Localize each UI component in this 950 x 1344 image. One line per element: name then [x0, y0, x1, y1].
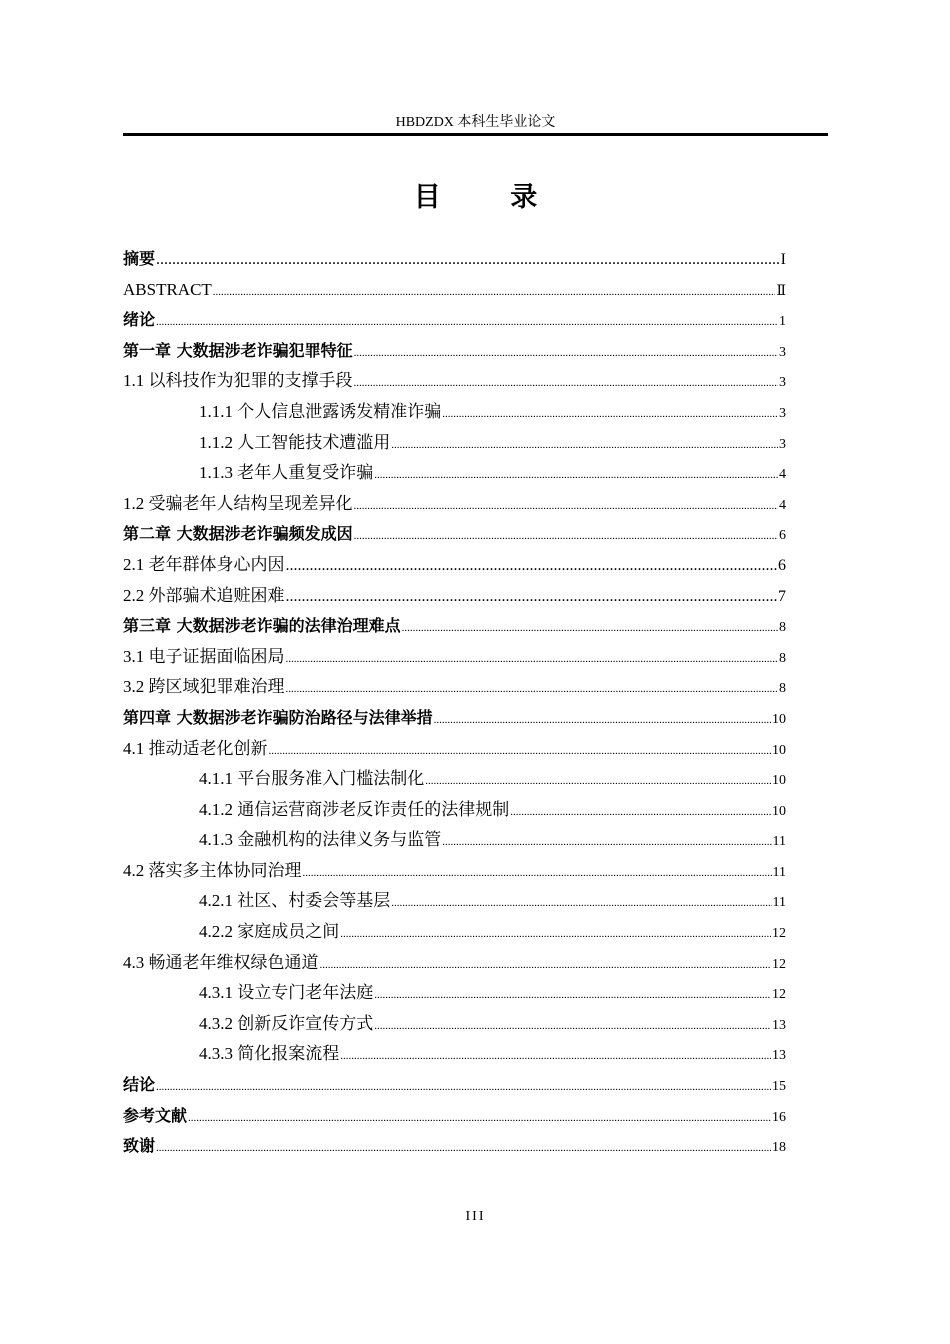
toc-entry-page: 4 [779, 467, 786, 483]
toc-entry[interactable] [123, 1131, 786, 1162]
toc-entry-page: 10 [772, 711, 786, 727]
toc-entry-page: I [780, 251, 786, 268]
toc-dot-leader [374, 1011, 771, 1040]
toc-entry-page: 8 [779, 681, 786, 697]
toc-dot-leader [286, 644, 779, 673]
toc-entry[interactable] [123, 825, 786, 856]
toc-entry[interactable] [123, 275, 786, 306]
toc-dot-leader [374, 980, 771, 1009]
toc-entry-page: 8 [779, 620, 786, 636]
toc-entry-page: 3 [779, 375, 786, 391]
toc-entry[interactable] [123, 244, 786, 275]
toc-entry[interactable] [123, 856, 786, 887]
toc-entry-page: 1 [779, 314, 786, 330]
toc-title: 目 录 [413, 182, 568, 213]
toc-dot-leader [391, 430, 778, 459]
toc-entry-page: 3 [779, 344, 786, 360]
toc-entry[interactable] [123, 1039, 786, 1070]
toc-entry[interactable] [123, 1101, 786, 1132]
toc-dot-leader [188, 1103, 771, 1132]
toc-entry-label: 1.1 以科技作为犯罪的支撑手段 [123, 371, 353, 391]
toc-entry-label: 1.2 受骗老年人结构呈现差异化 [123, 493, 353, 513]
table-of-contents [123, 244, 786, 1162]
toc-entry-label: 第一章 大数据涉老诈骗犯罪特征 [123, 340, 353, 360]
toc-dot-leader [340, 919, 771, 948]
toc-entry-label: 参考文献 [123, 1105, 188, 1125]
toc-entry-label: 4.1.2 通信运营商涉老反诈责任的法律规制 [199, 799, 510, 819]
toc-entry[interactable] [123, 672, 786, 703]
toc-entry[interactable] [123, 703, 786, 734]
toc-dot-leader [374, 460, 778, 489]
toc-entry-label: 1.1.3 老年人重复受诈骗 [199, 463, 374, 483]
toc-entry-label: 3.1 电子证据面临困局 [123, 646, 285, 666]
toc-entry[interactable] [123, 305, 786, 336]
toc-entry[interactable] [123, 519, 786, 550]
toc-dot-leader [434, 705, 771, 734]
running-header: HBDZDX 本科生毕业论文 [395, 115, 556, 130]
toc-dot-leader [286, 582, 778, 612]
toc-entry[interactable] [123, 948, 786, 979]
toc-dot-leader [354, 368, 779, 397]
toc-dot-leader [286, 551, 778, 581]
toc-dot-leader [156, 1072, 771, 1101]
toc-entry[interactable] [123, 795, 786, 826]
toc-dot-leader [156, 245, 780, 275]
toc-dot-leader [354, 521, 778, 550]
toc-entry-label: 2.1 老年群体身心内因 [123, 554, 285, 574]
toc-entry-label: 摘要 [123, 249, 156, 268]
toc-dot-leader [156, 307, 778, 336]
toc-entry-label: 1.1.1 个人信息泄露诱发精准诈骗 [199, 401, 442, 421]
toc-entry-page: 15 [772, 1079, 786, 1095]
toc-entry[interactable] [123, 917, 786, 948]
toc-entry[interactable] [123, 886, 786, 917]
toc-dot-leader [391, 888, 771, 917]
toc-entry[interactable] [123, 764, 786, 795]
toc-entry[interactable] [123, 366, 786, 397]
toc-entry-label: 第二章 大数据涉老诈骗频发成因 [123, 524, 353, 544]
toc-entry[interactable] [123, 1070, 786, 1101]
toc-dot-leader [425, 766, 771, 795]
toc-entry-label: 第四章 大数据涉老诈骗防治路径与法律举措 [123, 707, 433, 727]
toc-entry-page: 18 [772, 1140, 786, 1156]
toc-entry-page: 16 [772, 1109, 786, 1125]
toc-entry-page: 11 [772, 864, 786, 880]
toc-dot-leader [269, 736, 772, 765]
toc-entry-page: 4 [779, 497, 786, 513]
toc-entry-page: Ⅱ [776, 283, 786, 299]
toc-entry[interactable] [123, 550, 786, 581]
toc-entry-label: 4.2.1 社区、村委会等基层 [199, 891, 391, 911]
toc-entry[interactable] [123, 642, 786, 673]
toc-entry[interactable] [123, 428, 786, 459]
toc-entry-label: 第三章 大数据涉老诈骗的法律治理难点 [123, 616, 401, 636]
toc-entry-label: 4.1 推动适老化创新 [123, 738, 268, 758]
toc-entry-label: 绪论 [123, 310, 156, 330]
toc-entry-label: 4.3.1 设立专门老年法庭 [199, 983, 374, 1003]
toc-dot-leader [442, 399, 778, 428]
toc-entry[interactable] [123, 978, 786, 1009]
toc-entry-page: 12 [772, 926, 786, 942]
toc-entry-label: 结论 [123, 1075, 156, 1095]
toc-entry-label: 4.1.3 金融机构的法律义务与监管 [199, 830, 442, 850]
toc-dot-leader [510, 797, 771, 826]
toc-entry-page: 10 [772, 773, 786, 789]
toc-entry-page: 6 [779, 528, 786, 544]
toc-entry-label: 致谢 [123, 1136, 156, 1156]
toc-entry-page: 13 [772, 1017, 786, 1033]
toc-dot-leader [402, 613, 778, 642]
header-rule [123, 133, 828, 136]
page-number: III [465, 1209, 486, 1224]
toc-entry-label: 4.2 落实多主体协同治理 [123, 860, 302, 880]
toc-entry-page: 12 [772, 956, 786, 972]
toc-dot-leader [354, 491, 779, 520]
toc-entry-label: 4.3 畅通老年维权绿色通道 [123, 952, 319, 972]
toc-dot-leader [320, 950, 772, 979]
toc-entry-label: 3.2 跨区域犯罪难治理 [123, 677, 285, 697]
toc-dot-leader [354, 338, 778, 367]
toc-entry-page: 8 [779, 650, 786, 666]
toc-entry[interactable] [123, 1009, 786, 1040]
toc-entry[interactable] [123, 336, 786, 367]
toc-dot-leader [156, 1133, 771, 1162]
toc-entry[interactable] [123, 397, 786, 428]
toc-entry-page: 7 [778, 587, 786, 605]
toc-entry-page: 12 [772, 987, 786, 1003]
toc-entry-label: 2.2 外部骗术追赃困难 [123, 585, 285, 605]
toc-entry-page: 3 [779, 436, 786, 452]
toc-dot-leader [340, 1041, 771, 1070]
toc-entry-page: 3 [779, 405, 786, 421]
toc-entry-label: 4.3.2 创新反诈宣传方式 [199, 1013, 374, 1033]
toc-entry-label: 4.1.1 平台服务准入门槛法制化 [199, 769, 425, 789]
toc-entry-page: 10 [772, 803, 786, 819]
toc-entry-page: 11 [772, 895, 786, 911]
toc-entry-label: 4.3.3 简化报案流程 [199, 1044, 340, 1064]
toc-dot-leader [442, 827, 771, 856]
toc-entry-page: 13 [772, 1048, 786, 1064]
toc-entry-page: 6 [778, 556, 786, 574]
toc-entry[interactable] [123, 581, 786, 612]
toc-entry-page: 11 [772, 834, 786, 850]
toc-dot-leader [213, 277, 776, 306]
toc-entry-page: 10 [772, 742, 786, 758]
toc-entry[interactable] [123, 458, 786, 489]
toc-entry[interactable] [123, 611, 786, 642]
toc-entry[interactable] [123, 489, 786, 520]
toc-entry-label: 1.1.2 人工智能技术遭滥用 [199, 432, 391, 452]
toc-dot-leader [286, 674, 779, 703]
toc-entry-label: ABSTRACT [123, 279, 212, 299]
toc-entry[interactable] [123, 734, 786, 765]
toc-dot-leader [303, 858, 772, 887]
toc-entry-label: 4.2.2 家庭成员之间 [199, 922, 340, 942]
